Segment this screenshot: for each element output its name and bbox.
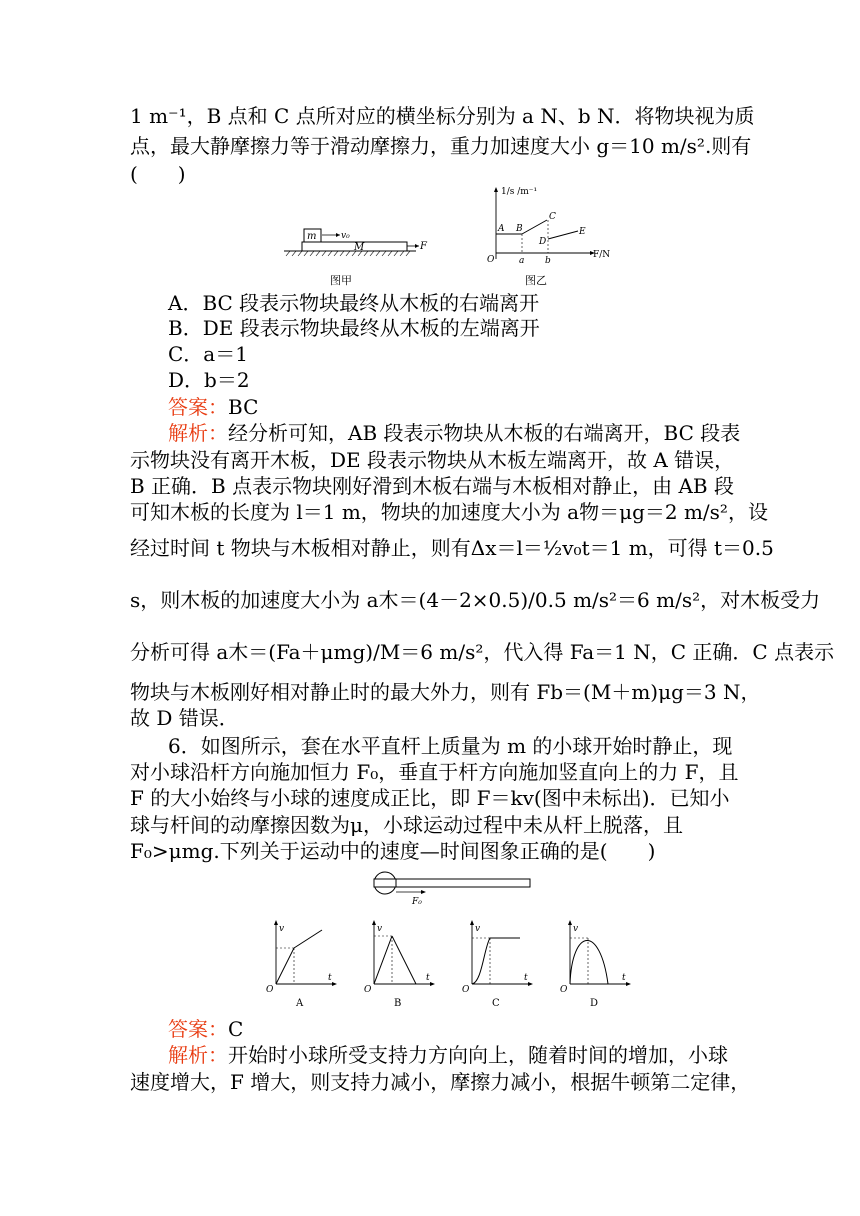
- fig-yi-xaxis: F/N: [593, 250, 611, 260]
- fig-jia-v0-label: v₀: [341, 231, 350, 241]
- fig-jia-F-label: F: [420, 241, 427, 252]
- p6-analysis-line-1: 解析：开始时小球所受支持力方向向上，随着时间的增加，小球: [168, 1043, 728, 1067]
- analysis-label: 解析：: [168, 1043, 228, 1067]
- answer-value: C: [228, 1017, 244, 1041]
- p5-analysis-line-7: 分析可得 a木＝(Fa＋μmg)/M＝6 m/s²，代入得 Fa＝1 N，C 正确．C 点表示: [130, 640, 835, 664]
- option-c: C．a＝1: [168, 342, 248, 366]
- answer-label: 答案：: [168, 1017, 228, 1041]
- answer-value: BC: [228, 395, 259, 419]
- svg-text:O: O: [364, 985, 372, 995]
- fig-yi-yaxis-label: 1/s /m⁻¹: [501, 187, 538, 197]
- graph-b: [364, 920, 435, 1009]
- answer-label: 答案：: [168, 395, 228, 419]
- p5-analysis-line-4: 可知木板的长度为 l＝1 m，物块的加速度大小为 a物＝μg＝2 m/s²，设: [130, 500, 768, 524]
- svg-text:O: O: [266, 985, 274, 995]
- p6-text-line-4: 球与杆间的动摩擦因数为μ，小球运动过程中未从杆上脱落，且: [130, 813, 683, 837]
- p5-text-line-1: 1 m⁻¹，B 点和 C 点所对应的横坐标分别为 a N、b N．将物块视为质: [130, 104, 755, 128]
- graph-b-caption: B: [394, 998, 402, 1009]
- svg-text:v: v: [279, 924, 285, 934]
- graph-c: [462, 920, 533, 1009]
- p6-text-line-5: F₀>μmg.下列关于运动中的速度—时间图象正确的是( ): [130, 839, 656, 863]
- vt-graphs: [262, 918, 640, 1010]
- option-a: A．BC 段表示物块最终从木板的右端离开: [168, 291, 540, 315]
- fig-yi-b: b: [545, 256, 551, 266]
- fig-yi-a: a: [519, 256, 525, 266]
- svg-text:v: v: [377, 924, 383, 934]
- p6-text-line-1: 6．如图所示，套在水平直杆上质量为 m 的小球开始时静止，现: [168, 734, 733, 758]
- fig-yi-B: B: [516, 224, 523, 234]
- svg-text:O: O: [462, 985, 470, 995]
- p5-analysis-line-1: 解析：经分析可知，AB 段表示物块从木板的右端离开，BC 段表: [168, 421, 741, 445]
- graph-d-caption: D: [590, 998, 599, 1009]
- rod-figure: [360, 868, 540, 908]
- svg-text:v: v: [573, 924, 579, 934]
- p5-answer: [168, 393, 768, 421]
- figure-jia: [282, 218, 430, 268]
- rod-F0-label: F₀: [412, 897, 422, 907]
- p6-text-line-2: 对小球沿杆方向施加恒力 F₀，垂直于杆方向施加竖直向上的力 F，且: [130, 760, 739, 784]
- p5-analysis-line-2: 示物块没有离开木板，DE 段表示物块从木板左端离开，故 A 错误，: [130, 448, 735, 472]
- p5-analysis-line-9: 故 D 错误．: [130, 706, 239, 730]
- analysis-label: 解析：: [168, 421, 228, 445]
- fig-yi-C: C: [549, 212, 556, 222]
- fig-yi-E: E: [579, 227, 586, 237]
- p6-analysis-line-2: 速度增大，F 增大，则支持力减小，摩擦力减小，根据牛顿第二定律，: [130, 1070, 751, 1094]
- option-d: D．b＝2: [168, 368, 250, 392]
- svg-text:t: t: [426, 973, 430, 983]
- option-b: B．DE 段表示物块最终从木板的左端离开: [168, 316, 540, 340]
- svg-text:t: t: [328, 973, 332, 983]
- fig-yi-caption: 图乙: [525, 274, 547, 287]
- p5-analysis-line-3: B 正确．B 点表示物块刚好滑到木板右端与木板相对静止，由 AB 段: [130, 474, 734, 498]
- fig-jia-caption: 图甲: [330, 274, 352, 287]
- svg-text:t: t: [524, 973, 528, 983]
- fig-yi-O: O: [487, 255, 495, 265]
- svg-text:v: v: [475, 924, 481, 934]
- p5-analysis-line-8: 物块与木板刚好相对静止时的最大外力，则有 Fb＝(M＋m)μg＝3 N，: [130, 680, 761, 704]
- svg-text:t: t: [622, 973, 626, 983]
- fig-yi-D: D: [539, 237, 547, 247]
- p6-answer: [168, 1015, 768, 1043]
- graph-d: [560, 920, 631, 1009]
- graph-c-caption: C: [492, 998, 500, 1009]
- p5-text-line-2: 点，最大静摩擦力等于滑动摩擦力，重力加速度大小 g＝10 m/s².则有: [130, 134, 752, 158]
- p6-text-line-3: F 的大小始终与小球的速度成正比，即 F＝kv(图中未标出)．已知小: [130, 786, 730, 810]
- fig-jia-M-label: M: [354, 242, 365, 253]
- graph-a-caption: A: [296, 998, 304, 1009]
- p5-text-line-3: ( ): [130, 162, 186, 186]
- svg-text:O: O: [560, 985, 568, 995]
- figure-yi: [484, 184, 624, 266]
- fig-yi-A: A: [498, 224, 505, 234]
- p5-analysis-line-6: s，则木板的加速度大小为 a木＝(4－2×0.5)/0.5 m/s²＝6 m/s²，对木板受力: [130, 588, 821, 612]
- graph-a: [266, 920, 337, 1009]
- p5-analysis-line-5: 经过时间 t 物块与木板相对静止，则有Δx＝l＝½v₀t＝1 m，可得 t＝0.5: [130, 536, 774, 560]
- fig-jia-m-label: m: [307, 231, 317, 242]
